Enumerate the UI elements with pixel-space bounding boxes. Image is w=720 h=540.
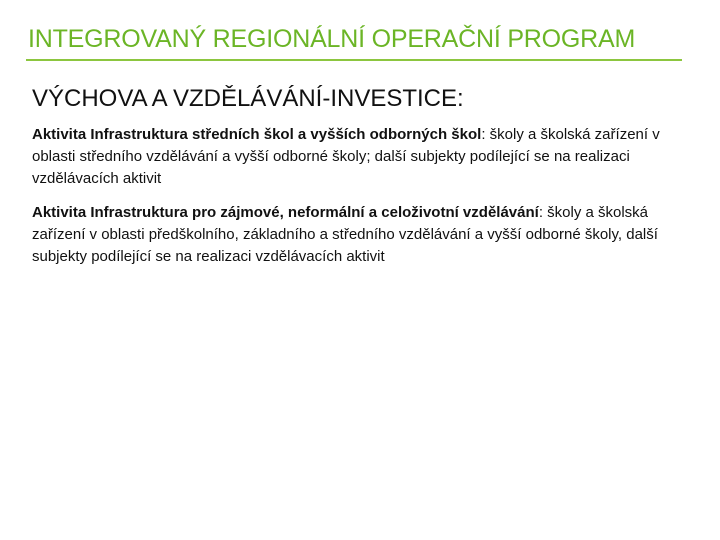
activity-title-1: Aktivita Infrastruktura středních škol a vyšších odborných škol	[32, 126, 482, 143]
section-heading: VÝCHOVA A VZDĚLÁVÁNÍ-INVESTICE:	[32, 85, 464, 112]
activity-paragraph-2	[32, 202, 692, 268]
title-underline	[26, 59, 682, 61]
content-body	[32, 124, 692, 280]
activity-description-1: : školy a školská zařízení v oblasti středního vzdělávání a vyšší odborné školy; další subjekty podílející se na realizaci vzdělávacích aktivit	[32, 126, 660, 187]
activity-paragraph-1	[32, 124, 692, 190]
program-title: INTEGROVANÝ REGIONÁLNÍ OPERAČNÍ PROGRAM	[28, 25, 636, 53]
activity-title-2: Aktivita Infrastruktura pro zájmové, neformální a celoživotní vzdělávání	[32, 204, 539, 221]
activity-description-2: : školy a školská zařízení v oblasti předškolního, základního a středního vzdělávání a vyšší odborné školy, další subjekty podílející se na realizaci vzdělávacích aktivit	[32, 204, 658, 265]
